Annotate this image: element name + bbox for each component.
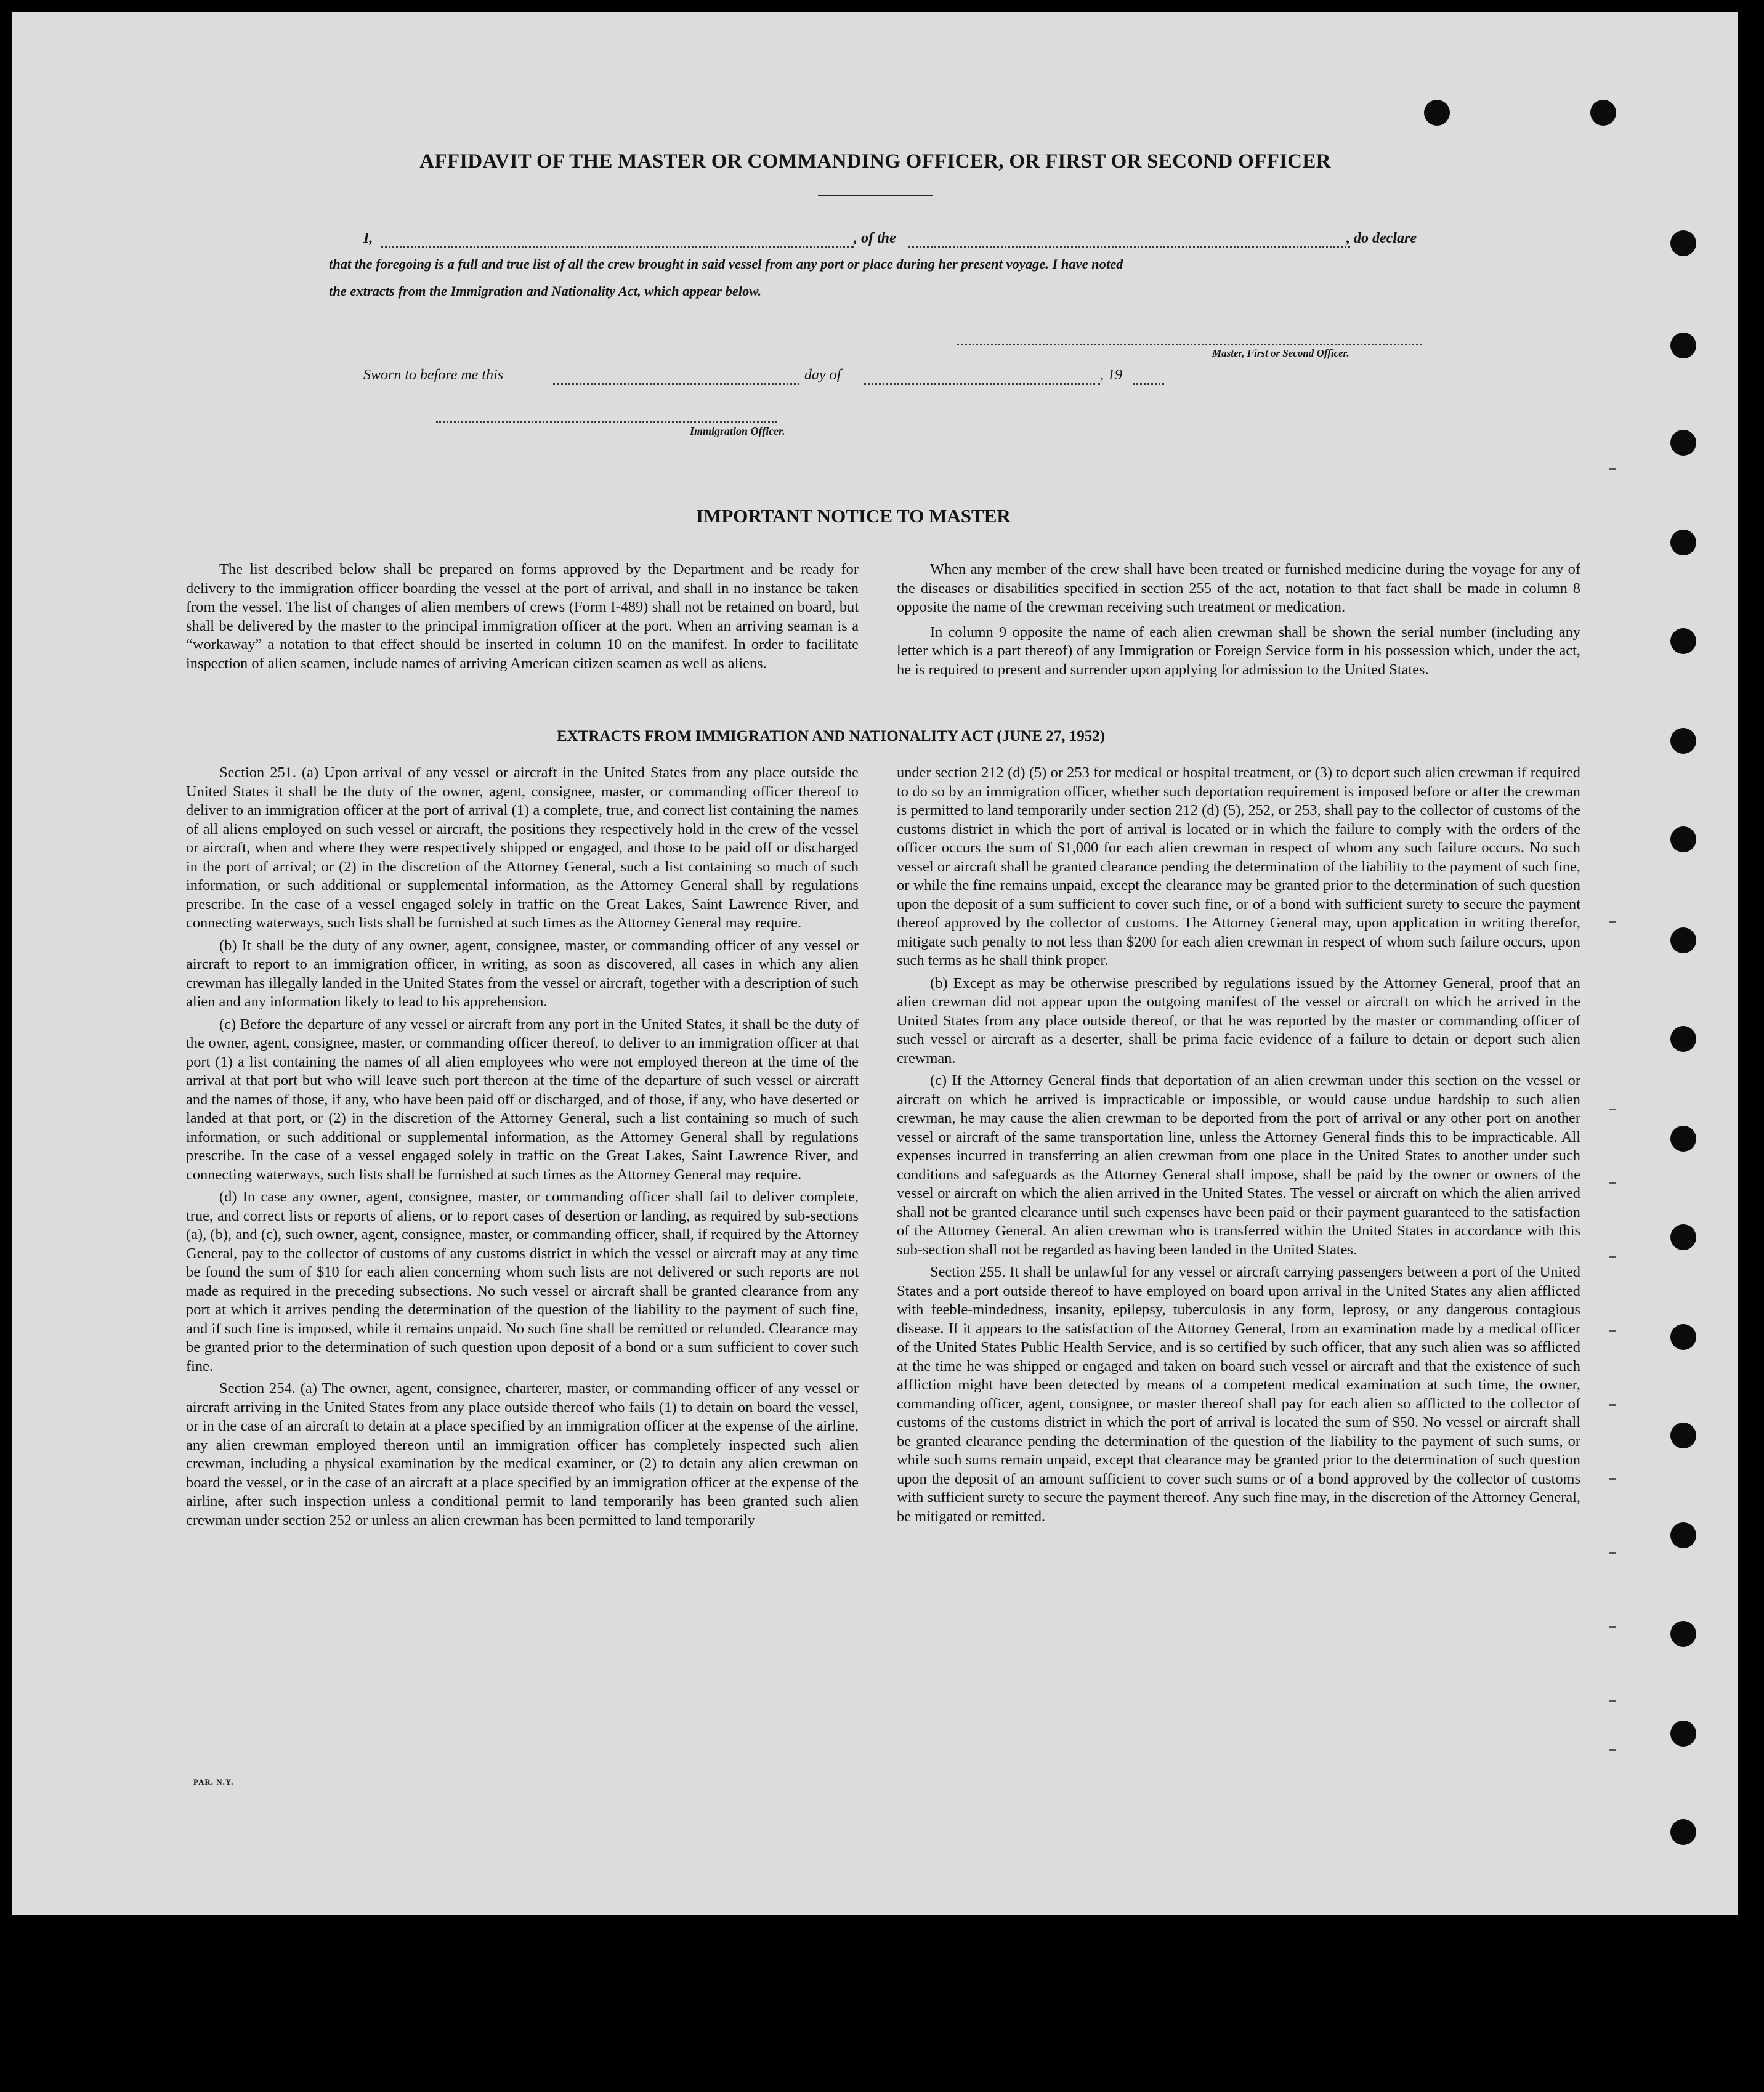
binder-hole xyxy=(1670,1721,1696,1747)
affidavit-statement-cont: the extracts from the Immigration and Nationality Act, which appear below. xyxy=(329,283,762,299)
margin-mark xyxy=(1609,1109,1616,1110)
section-254-c: (c) If the Attorney General finds that deportation of an alien crewman under this section on the vessel or aircraft on which he arrived is impracticable or impossible, or would cause undue hardship to such alien crewman, he may cause the alien crewman to be deported from the port of arrival or any other port on another vessel or aircraft of the same transportation line, unless the Attorney General finds this to be impracticable. All expenses incurred in transferring an alien crewman from one place in the United States to another under such conditions and safeguards as the Attorney General shall impose, shall be paid by the owner or owners of the vessel or aircraft on which the alien arrived in the United States. The vessel or aircraft on which the alien arrived shall not be granted clearance until such expenses have been paid or their payment guaranteed to the satisfaction of the Attorney General. An alien crewman who is transferred within the United States in accordance with this sub-section shall not be regarded as having been landed in the United States. xyxy=(897,1072,1580,1258)
margin-mark xyxy=(1609,468,1616,470)
binder-hole xyxy=(1670,1819,1696,1845)
margin-mark xyxy=(1609,921,1616,923)
section-251-c: (c) Before the departure of any vessel or aircraft from any port in the United States, it shall be the duty of the owner, agent, consignee, master, or commanding officer thereof, to deliver to an immigration officer at that port (1) a list containing the names of all alien employees who were not employed thereon at the time of the arrival at that port but who will leave such port thereon at the time of the departure of such vessel or aircraft and the names of those, if any, who have been paid off or discharged, and of those, if any, who have deserted or landed at that port, or (2) in the discretion of the Attorney General, such a list containing so much of such information, or such additional or supplemental information, as the Attorney General shall by regulations prescribe. In the case of a vessel engaged solely in traffic on the Great Lakes, Saint Lawrence River, and connecting waterways, such lists shall be furnished at such times as the Attorney General may require. xyxy=(186,1016,859,1183)
declare-label: , do declare xyxy=(1346,230,1417,246)
immigration-officer-caption: Immigration Officer. xyxy=(690,425,785,437)
binder-hole xyxy=(1670,927,1696,953)
section-251-d: (d) In case any owner, agent, consignee, master, or commanding officer shall fail to deliver complete, true, and correct lists or reports of aliens, or to report cases of desertion or landing, as required by sub-sections (a), (b), and (c), such owner, agent, consignee, master, or commanding officer, shall, if required by the Attorney General, pay to the collector of customs of any customs district in which the vessel or aircraft may at any time be found the sum of $10 for each alien concerning whom such lists are not delivered or such reports are not made as required in the preceding subsections. No such vessel or aircraft shall be granted clearance from any port at which it arrives pending the determination of the question of the liability to the payment of such fine, and if such fine is imposed, while it remains unpaid. No such fine shall be remitted or refunded. Clearance may be granted prior to the determination of such question upon deposit of a bond or a sum sufficient to cover such fine. xyxy=(186,1189,859,1375)
margin-mark xyxy=(1609,1552,1616,1554)
printer-mark: PAR. N.Y. xyxy=(193,1777,234,1787)
master-signature-line xyxy=(957,344,1422,345)
margin-mark xyxy=(1609,1182,1616,1184)
margin-mark xyxy=(1609,1330,1616,1332)
binder-hole xyxy=(1424,100,1450,126)
binder-hole xyxy=(1670,530,1696,555)
binder-hole xyxy=(1670,1026,1696,1052)
title-underline xyxy=(818,195,933,196)
notice-title: IMPORTANT NOTICE TO MASTER xyxy=(696,505,1011,527)
declarant-prefix: I, xyxy=(363,230,373,246)
binder-hole xyxy=(1670,1621,1696,1647)
extracts-title: EXTRACTS FROM IMMIGRATION AND NATIONALITY ACT (JUNE 27, 1952) xyxy=(557,728,1106,745)
of-the-label: , of the xyxy=(854,230,896,246)
binder-hole xyxy=(1670,1224,1696,1250)
section-255: Section 255. It shall be unlawful for any vessel or aircraft carrying passengers between a port of the United States and a port outside thereof to have employed on board upon arrival in the United States any alien afflicted with feeble-mindedness, insanity, epilepsy, tuberculosis in any form, leprosy, or any dangerous contagious disease. If it appears to the satisfaction of the Attorney General, from an examination made by a medical officer of the United States Public Health Service, and is so certified by such officer, that any such alien was so afflicted at the time he was shipped or engaged and taken on board such vessel or aircraft and that the existence of such affliction might have been detected by means of a competent medical examination at such time, the owner, commanding officer, agent, consignee, or master thereof shall pay for each alien so afflicted to the collector of customs of the customs district in which the port of arrival is located the sum of $50. No vessel or aircraft shall be granted clearance pending the determination of the question of the liability to the payment of such sums, or while such sums remain unpaid, except that clearance may be granted prior to the determination of such question upon the deposit of an amount sufficient to cover such sums or of a bond approved by the collector of customs with sufficient surety to secure the payment thereof. Any such fine may, in the discretion of the Attorney General, be mitigated or remitted. xyxy=(897,1264,1580,1525)
affidavit-statement: that the foregoing is a full and true list of all the crew brought in said vessel from any port or place during her present voyage. I have noted xyxy=(329,256,1123,272)
binder-hole xyxy=(1670,430,1696,456)
year-label: , 19 xyxy=(1100,367,1122,383)
section-254-a: Section 254. (a) The owner, agent, consignee, charterer, master, or commanding officer of any vessel or aircraft arriving in the United States from any place outside thereof who fails (1) to detain on board the vessel, or in the case of an aircraft to detain at a place specified by an immigration officer at the expense of the airline, any alien crewman employed thereon until an immigration officer has completely inspected such alien crewman, including a physical examination by the medical examiner, or (2) to detain any alien crewman on board the vessel, or in the case of an aircraft at a place specified by an immigration officer at the expense of the airline, after such inspection unless a conditional permit to land temporarily has been granted such alien crewman under section 252 or unless an alien crewman has been permitted to land temporarily xyxy=(186,1380,859,1529)
section-251-a: Section 251. (a) Upon arrival of any vessel or aircraft in the United States from any place outside the United States it shall be the duty of the owner, agent, consignee, master, or commanding officer thereof to deliver to an immigration officer at the port of arrival (1) a complete, true, and correct list containing the names of all aliens employed on such vessel or aircraft, the positions they respectively hold in the crew of the vessel or aircraft, when and where they were respectively shipped or engaged, and those to be paid off or discharged in the port of arrival; or (2) in the discretion of the Attorney General, such a list containing so much of such information, or such additional or supplemental information, as the Attorney General shall by regulations prescribe. In the case of a vessel engaged solely in traffic on the Great Lakes, Saint Lawrence River, and connecting waterways, such lists shall be furnished at such times as the Attorney General may require. xyxy=(186,764,859,931)
notice-left-paragraph: The list described below shall be prepared on forms approved by the Department and be ready for delivery to the immigration officer boarding the vessel at the port of arrival, and shall in no instance be taken from the vessel. The list of changes of alien members of crews (Form I-489) shall not be retained on board, but shall be delivered by the master to the principal immigration officer at the port. When an arriving seaman is a “workaway” a notation to that effect should be inserted in column 10 on the manifest. In order to facilitate inspection of alien seamen, include names of arriving American citizen seamen as well as aliens. xyxy=(186,561,859,672)
extracts-left-column xyxy=(186,764,859,1533)
section-254-a-cont: under section 212 (d) (5) or 253 for medical or hospital treatment, or (3) to deport such alien crewman if required to do so by an immigration officer, whether such deportation requirement is imposed before or after the crewman is permitted to land temporarily under section 212 (d) (5), 252, or 253, shall pay to the collector of customs of the customs district in which the port of arrival is located or in which the failure to comply with the orders of the officer occurs the sum of $1,000 for each alien crewman in respect of whom any such failure occurs. No such vessel or aircraft shall be granted clearance pending the determination of the liability to the payment of such fine, or while the fine remains unpaid, except the clearance may be granted prior to the determination of such question upon the deposit of a sum sufficient to cover such fine, or of a bond with sufficient surety to secure the payment thereof approved by the collector of customs. The Attorney General may, upon application in writing therefor, mitigate such penalty to not less than $200 for each alien crewman in respect of whom such failure occurs, upon such terms as he shall think proper. xyxy=(897,764,1580,969)
section-254-b: (b) Except as may be otherwise prescribed by regulations issued by the Attorney General, proof that an alien crewman did not appear upon the outgoing manifest of the vessel or aircraft on which he arrived in the United States from any place outside thereof, or that he was reported by the master or commanding officer of such vessel or aircraft as a deserter, shall be prima facie evidence of a failure to detain or deport such alien crewman. xyxy=(897,974,1580,1067)
binder-hole xyxy=(1670,333,1696,358)
sworn-day-line xyxy=(553,383,799,385)
master-signature-caption: Master, First or Second Officer. xyxy=(1212,347,1349,359)
margin-mark xyxy=(1609,1256,1616,1258)
binder-hole xyxy=(1670,728,1696,754)
binder-hole xyxy=(1670,1324,1696,1350)
binder-hole xyxy=(1670,1126,1696,1152)
margin-mark xyxy=(1609,1478,1616,1480)
day-of-label: day of xyxy=(804,367,841,383)
binder-hole xyxy=(1670,1423,1696,1448)
sworn-month-line xyxy=(864,383,1100,385)
notice-right-paragraph-2: In column 9 opposite the name of each alien crewman shall be shown the serial number (including any letter which is a part thereof) of any Immigration or Foreign Service form in his possession which, under the act, he is required to present and surrender upon applying for admission to the United States. xyxy=(897,623,1580,678)
binder-hole xyxy=(1670,826,1696,852)
notice-left-column xyxy=(186,560,859,677)
margin-mark xyxy=(1609,1700,1616,1702)
sworn-year-line xyxy=(1133,383,1164,385)
document-page xyxy=(12,12,1738,1915)
affidavit-title: AFFIDAVIT OF THE MASTER OR COMMANDING OFFICER, OR FIRST OR SECOND OFFICER xyxy=(419,150,1331,172)
sworn-label: Sworn to before me this xyxy=(363,367,504,383)
margin-mark xyxy=(1609,1626,1616,1628)
notice-right-paragraph-1: When any member of the crew shall have been treated or furnished medicine during the voyage for any of the diseases or disabilities specified in section 255 of the act, notation to that fact shall be made in column 8 opposite the name of the crewman receiving such treatment or medication. xyxy=(897,561,1580,615)
section-251-b: (b) It shall be the duty of any owner, agent, consignee, master, or commanding officer of any vessel or aircraft to report to an immigration officer, in writing, as soon as discovered, all cases in which any alien crewman has illegally landed in the United States from the vessel or aircraft, together with a description of such alien and any information likely to lead to his apprehension. xyxy=(186,937,859,1010)
vessel-name-line xyxy=(908,246,1350,248)
immigration-officer-signature-line xyxy=(436,421,777,423)
binder-hole xyxy=(1670,628,1696,654)
binder-hole xyxy=(1670,230,1696,256)
declarant-name-line xyxy=(381,246,854,248)
margin-mark xyxy=(1609,1404,1616,1406)
binder-hole xyxy=(1670,1522,1696,1548)
extracts-right-column xyxy=(897,764,1580,1530)
binder-hole xyxy=(1590,100,1616,126)
notice-right-column xyxy=(897,560,1580,683)
margin-mark xyxy=(1609,1749,1616,1751)
